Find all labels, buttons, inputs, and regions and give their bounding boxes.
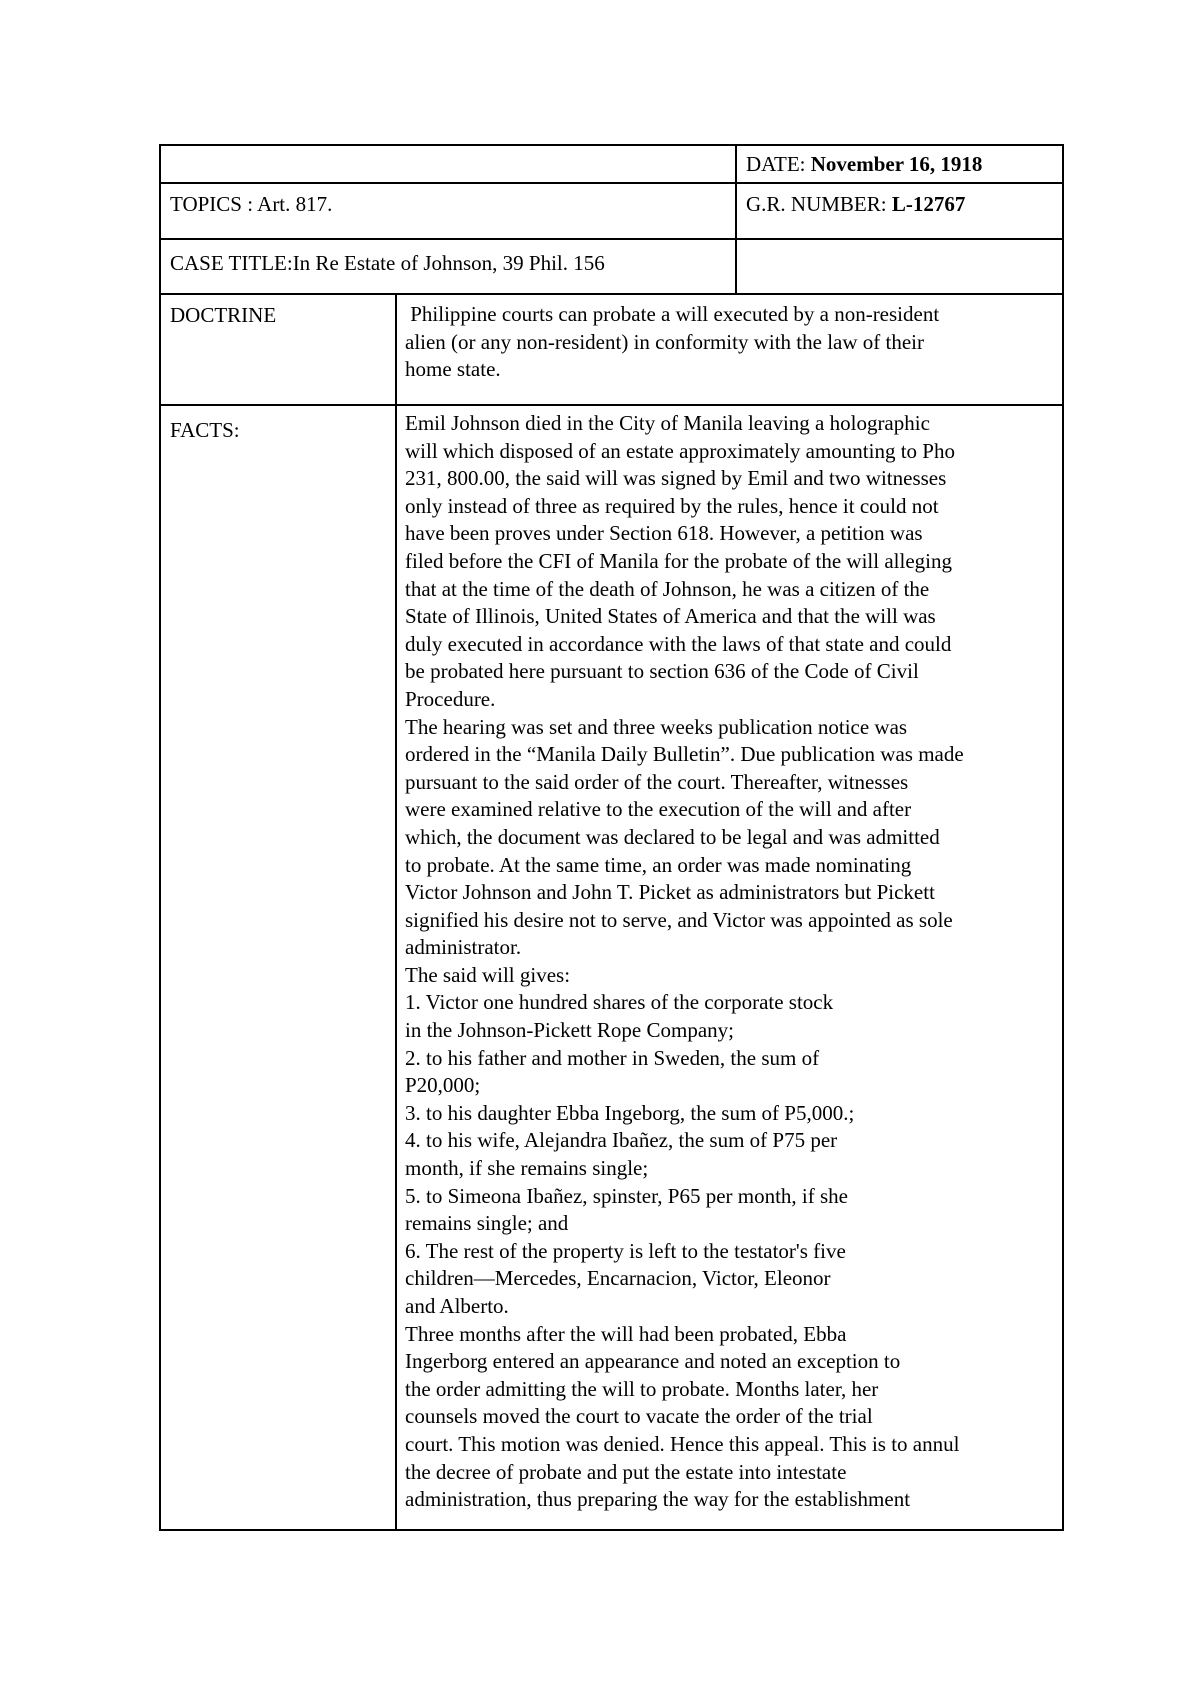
doctrine-line: alien (or any non-resident) in conformity with the law of their [405,329,925,354]
facts-line: children—Mercedes, Encarnacion, Victor, Eleonor [405,1266,831,1291]
facts-line: 2. to his father and mother in Sweden, the sum of [405,1045,820,1070]
facts-line: administration, thus preparing the way for the establishment [405,1487,911,1512]
facts-line: counsels moved the court to vacate the order of the trial [405,1404,873,1429]
case-title-text: CASE TITLE:In Re Estate of Johnson, 39 Phil. 156 [170,251,605,275]
facts-line: 1. Victor one hundred shares of the corporate stock [405,990,834,1015]
facts-line: 3. to his daughter Ebba Ingeborg, the sum of P5,000.; [405,1100,855,1125]
facts-line: have been proves under Section 618. However, a petition was [405,521,923,546]
date-cell [735,144,1064,184]
gr-number-cell [735,182,1064,240]
facts-text-cell [395,404,1064,1531]
facts-line: 6. The rest of the property is left to the testator's five [405,1238,846,1263]
facts-line: will which disposed of an estate approximately amounting to Pho [405,438,955,463]
facts-line: that at the time of the death of Johnson, he was a citizen of the [405,576,930,601]
case-title-blank-cell [735,238,1064,295]
topics-text: TOPICS : Art. 817. [170,192,333,216]
facts-line: P20,000; [405,1073,481,1098]
facts-line: court. This motion was denied. Hence this appeal. This is to annul [405,1431,960,1456]
facts-line: The said will gives: [405,962,571,987]
facts-line: Emil Johnson died in the City of Manila leaving a holographic [405,411,930,435]
facts-line: Ingerborg entered an appearance and noted an exception to [405,1349,901,1374]
doctrine-text-cell [395,293,1064,406]
facts-line: month, if she remains single; [405,1156,649,1181]
gr-number-value: L-12767 [891,192,966,216]
facts-line: signified his desire not to serve, and Victor was appointed as sole [405,907,953,932]
topics-cell [159,182,737,240]
facts-line: to probate. At the same time, an order was made nominating [405,852,912,877]
facts-label-cell [159,404,397,1531]
facts-line: pursuant to the said order of the court. Thereafter, witnesses [405,769,909,794]
facts-line: Procedure. [405,686,496,711]
facts-line: State of Illinois, United States of America and that the will was [405,604,936,629]
facts-line: The hearing was set and three weeks publication notice was [405,714,908,739]
facts-line: and Alberto. [405,1294,509,1318]
facts-line: were examined relative to the execution of the will and after [405,797,912,822]
doctrine-label: DOCTRINE [170,303,277,327]
facts-line: in the Johnson-Pickett Rope Company; [405,1018,734,1043]
case-title-cell [159,238,737,295]
facts-line: duly executed in accordance with the laws of that state and could [405,631,952,656]
gr-number-label: G.R. NUMBER: [746,192,887,216]
facts-line: Victor Johnson and John T. Picket as administrators but Pickett [405,880,935,905]
facts-line: the decree of probate and put the estate into intestate [405,1459,847,1484]
facts-line: remains single; and [405,1211,569,1236]
facts-line: 5. to Simeona Ibañez, spinster, P65 per month, if she [405,1183,848,1208]
date-value: November 16, 1918 [810,152,983,176]
facts-line: only instead of three as required by the rules, hence it could not [405,493,939,518]
facts-line: Three months after the will had been probated, Ebba [405,1321,847,1346]
case-digest-table [159,144,1064,1531]
doctrine-label-cell [159,293,397,406]
facts-line: filed before the CFI of Manila for the probate of the will alleging [405,548,952,573]
facts-line: administrator. [405,935,522,960]
doctrine-line: home state. [405,357,501,382]
header-blank-cell [159,144,737,184]
doctrine-line: Philippine courts can probate a will executed by a non-resident [405,302,940,326]
facts-line: 4. to his wife, Alejandra Ibañez, the sum of P75 per [405,1128,838,1153]
facts-line: the order admitting the will to probate. Months later, her [405,1376,879,1401]
facts-line: which, the document was declared to be legal and was admitted [405,824,940,849]
date-label: DATE: [746,152,806,176]
facts-line: be probated here pursuant to section 636 of the Code of Civil [405,659,919,684]
facts-line: ordered in the “Manila Daily Bulletin”. Due publication was made [405,742,964,767]
facts-line: 231, 800.00, the said will was signed by Emil and two witnesses [405,466,947,491]
facts-label: FACTS: [170,418,240,442]
